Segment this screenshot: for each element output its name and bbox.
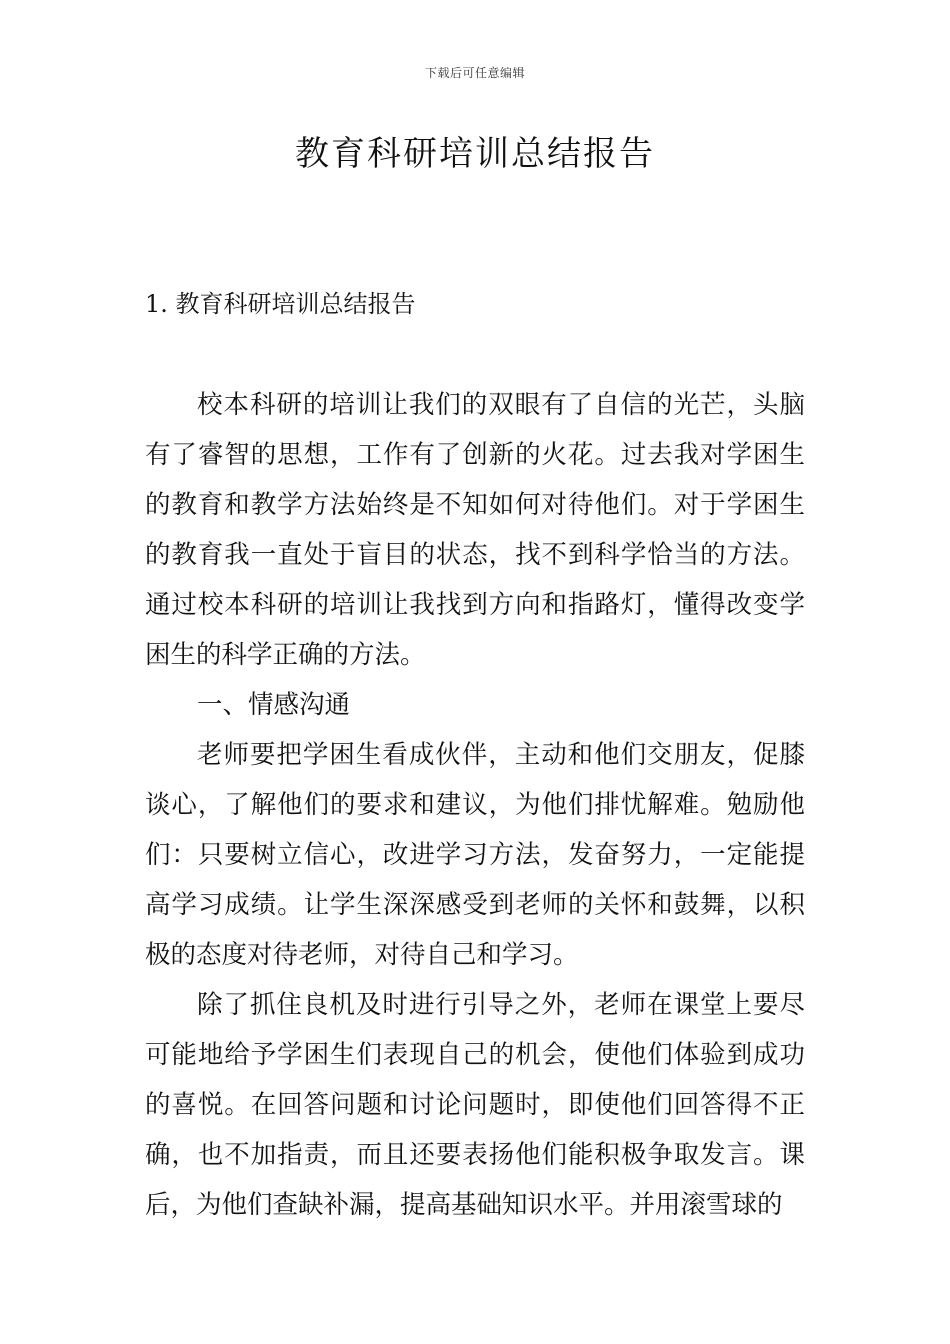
- paragraph-classroom: 除了抓住良机及时进行引导之外，老师在课堂上要尽可能地给予学困生们表现自己的机会，使他们体验到成功的喜悦。在回答问题和讨论问题时，即使他们回答得不正确，也不加指责，而且还要表扬他们能积极争取发言。课后，为他们查缺补漏，提高基础知识水平。并用滚雪球的: [145, 990, 805, 1220]
- paragraph-partners: 老师要把学困生看成伙伴，主动和他们交朋友，促膝谈心，了解他们的要求和建议，为他们排忧解难。勉励他们：只要树立信心，改进学习方法，发奋努力，一定能提高学习成绩。让学生深深感受到老师的关怀和鼓舞，以积极的态度对待老师，对待自己和学习。: [145, 740, 805, 970]
- body-text: [145, 380, 805, 1230]
- subheading-emotional-communication: 一、情感沟通: [197, 690, 351, 720]
- section-heading: 1. 教育科研培训总结报告: [145, 290, 416, 318]
- header-note: 下载后可任意编辑: [424, 66, 525, 80]
- document-title: 教育科研培训总结报告: [295, 134, 655, 174]
- paragraph-intro: 校本科研的培训让我们的双眼有了自信的光芒，头脑有了睿智的思想，工作有了创新的火花。过去我对学困生的教育和教学方法始终是不知如何对待他们。对于学困生的教育我一直处于盲目的状态，找不到科学恰当的方法。通过校本科研的培训让我找到方向和指路灯，懂得改变学困生的科学正确的方法。: [145, 390, 805, 670]
